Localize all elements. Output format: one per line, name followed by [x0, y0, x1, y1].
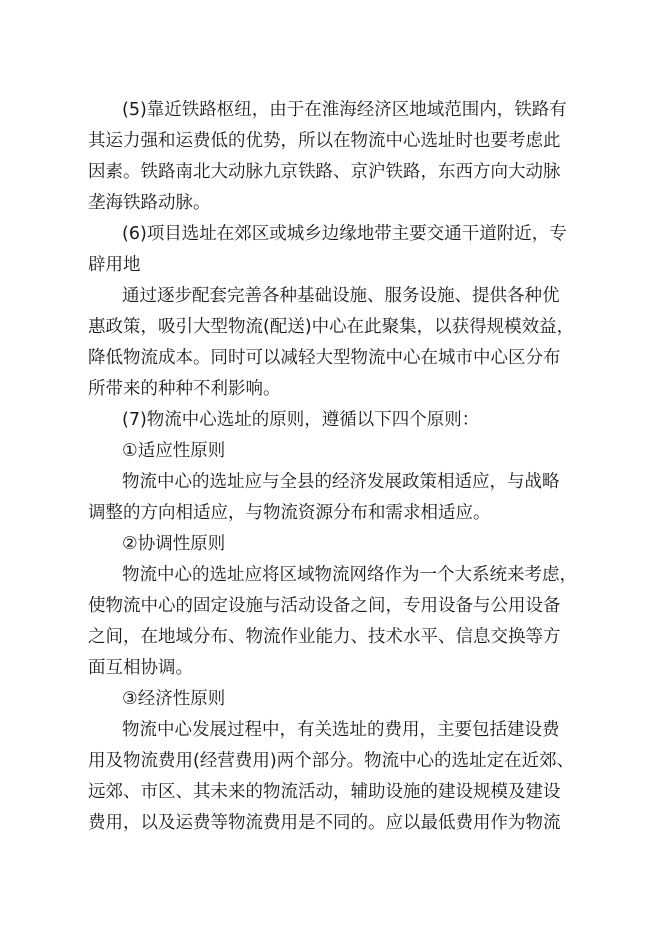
text-line: 物流中心发展过程中，有关选址的费用，主要包括建设费 [122, 720, 560, 740]
section-heading: ①适应性原则 [122, 441, 226, 461]
text-line: 通过逐步配套完善各种基础设施、服务设施、提供各种优 [122, 286, 560, 306]
text-line: 面互相协调。 [88, 658, 193, 678]
text-line: 辟用地 [88, 255, 141, 275]
text-line: 之间，在地域分布、物流作业能力、技术水平、信息交换等方 [88, 627, 561, 647]
text-line: 所带来的种种不利影响。 [88, 379, 281, 399]
text-line: 费用，以及运费等物流费用是不同的。应以最低费用作为物流 [88, 813, 561, 833]
section-heading: ②协调性原则 [122, 534, 226, 554]
section-heading: ③经济性原则 [122, 689, 226, 709]
text-line: 因素。铁路南北大动脉九京铁路、京沪铁路，东西方向大动脉 [88, 162, 561, 182]
text-line: (5)靠近铁路枢纽，由于在淮海经济区地域范围内，铁路有 [122, 100, 567, 120]
text-line: (6)项目选址在郊区或城乡边缘地带主要交通干道附近，专 [122, 224, 567, 244]
text-line: 用及物流费用(经营费用)两个部分。物流中心的选址定在近郊、 [88, 751, 575, 771]
text-line: 调整的方向相适应，与物流资源分布和需求相适应。 [88, 503, 491, 523]
text-line: 其运力强和运费低的优势，所以在物流中心选址时也要考虑此 [88, 131, 561, 151]
text-line: 惠政策，吸引大型物流(配送)中心在此聚集，以获得规模效益， [88, 317, 575, 337]
text-line: 物流中心的选址应与全县的经济发展政策相适应，与战略 [122, 472, 560, 492]
text-line: 降低物流成本。同时可以减轻大型物流中心在城市中心区分布 [88, 348, 561, 368]
text-line: 物流中心的选址应将区域物流网络作为一个大系统来考虑， [122, 565, 577, 585]
text-line: 使物流中心的固定设施与活动设备之间，专用设备与公用设备 [88, 596, 561, 616]
text-line: 远郊、市区、其未来的物流活动，辅助设施的建设规模及建设 [88, 782, 561, 802]
text-line: 垄海铁路动脉。 [88, 193, 211, 213]
text-line: (7)物流中心选址的原则，遵循以下四个原则： [122, 410, 480, 430]
